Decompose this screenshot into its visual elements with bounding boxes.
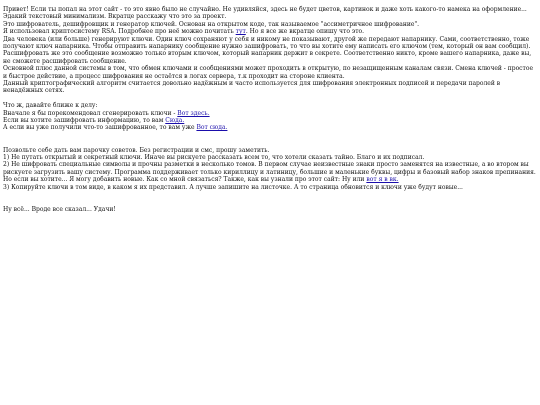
decrypt-line [3,124,537,131]
tip-2 [3,161,537,183]
decrypt-link[interactable]: Вот сюда. [196,124,228,132]
rsa-info-link[interactable]: тут [235,28,246,36]
feature-paragraph: Основной плюс данной системы в том, что обмен ключами и сообщениями может проходить в открытую, по незащищенным каналам связи. Смена ключей - простое и быстрое действие, а процесс шифрования не остаётся в логах сервера, т.к проходит на стороне клиента. [3,65,534,80]
generate-prefix: Вначале я бы порекомендовал сгенерировать ключи - [3,109,178,117]
tip-2-text: 2) Не шифровать специальные символы и прочны разметки в несколько томов. В первом случае неизвестные знаки просто заменятся на известные, а во втором вы рискуете загрузить вашу систему. Программа поддерживает только кириллицу и латиницу, большие и маленькие буквы, цифры и базовый набор знаков препинания. Но если вы хотите... Я могу добавить новые. Как со мной связаться? Также, как вы узнали про этот сайт: Ну или [3,161,536,184]
encrypt-prefix: Если вы хотите зашифровать информацию, то вам [3,117,166,125]
explanation-paragraph: Два человека (или больше) генерируют ключи. Один ключ сохраняют у себя и никому не показывают, другой же передают напарнику. Сами, соответственно, тоже получают ключ напарника. Чтобы отправить напарнику сообщение нужно зашифровать, то что вы хотите ему написать его ключом (тем, который он вам сообщил). Расшифровать же это сообщение возможно только вторым ключом, который напарник держит в секрете. Соответственно никто, кроме вашего напарника, даже вы, не сможете расшифровать сообщение. [3,35,532,65]
intro-line-2: Это шифрователь, дешифровщик и генератор ключей. Основан на открытом коде, так называемое "ассиметричное шифрование". [3,20,420,28]
decrypt-prefix: А если вы уже получили что-то зашифрованное, то вам уже [3,124,197,132]
spacer [3,132,537,139]
rsa-prefix: Я использовал криптосистему RSA. Подробнее про неё можно почитать [3,28,234,36]
spacer [3,95,537,102]
vk-contact-link[interactable]: вот я в вк. [366,176,399,184]
usage-paragraph: Данный криптографический алгоритм считается довольно надёжным и часто используется для шифрования электронных подписей и передачи паролей в ненадёжных сетях. [3,80,501,95]
generate-keys-link[interactable]: Вот здесь. [177,109,210,117]
rsa-line [3,28,537,35]
tip-3: 3) Копируйте ключи в том виде, в каком я их представил. А лучше запишите на листочке. А то страница обновится и ключи уже будут новые... [3,183,463,191]
actions-heading: Что ж, давайте ближе к делу: [3,102,98,110]
tip-1: 1) Не путать открытый и секретный ключи. Иначе вы рискуете рассказать всем то, что хотели сказать тайно. Благо и их подписал. [3,154,425,162]
encrypt-line [3,117,537,124]
generate-line [3,110,537,117]
encrypt-link[interactable]: Сюда. [165,117,185,125]
spacer [3,191,537,198]
intro-line-1: Привет! Если ты попал на этот сайт - то это явно было не случайно. Не удивляйся, здесь не будет цветов, картинок и даже хоть какого-то намека на оформление... Эдакий текстовый минимализм. Вкратце расскажу что это за проект. [3,6,527,21]
tips-heading: Позвольте себе дать вам парочку советов. Без регистрации и смс, прошу заметить. [3,146,270,154]
spacer [3,139,537,146]
rsa-suffix: . Но я все же вкратце опишу что это. [245,28,365,36]
spacer [3,199,537,206]
outro-text: Ну всё... Вроде все сказал... Удачи! [3,205,116,213]
